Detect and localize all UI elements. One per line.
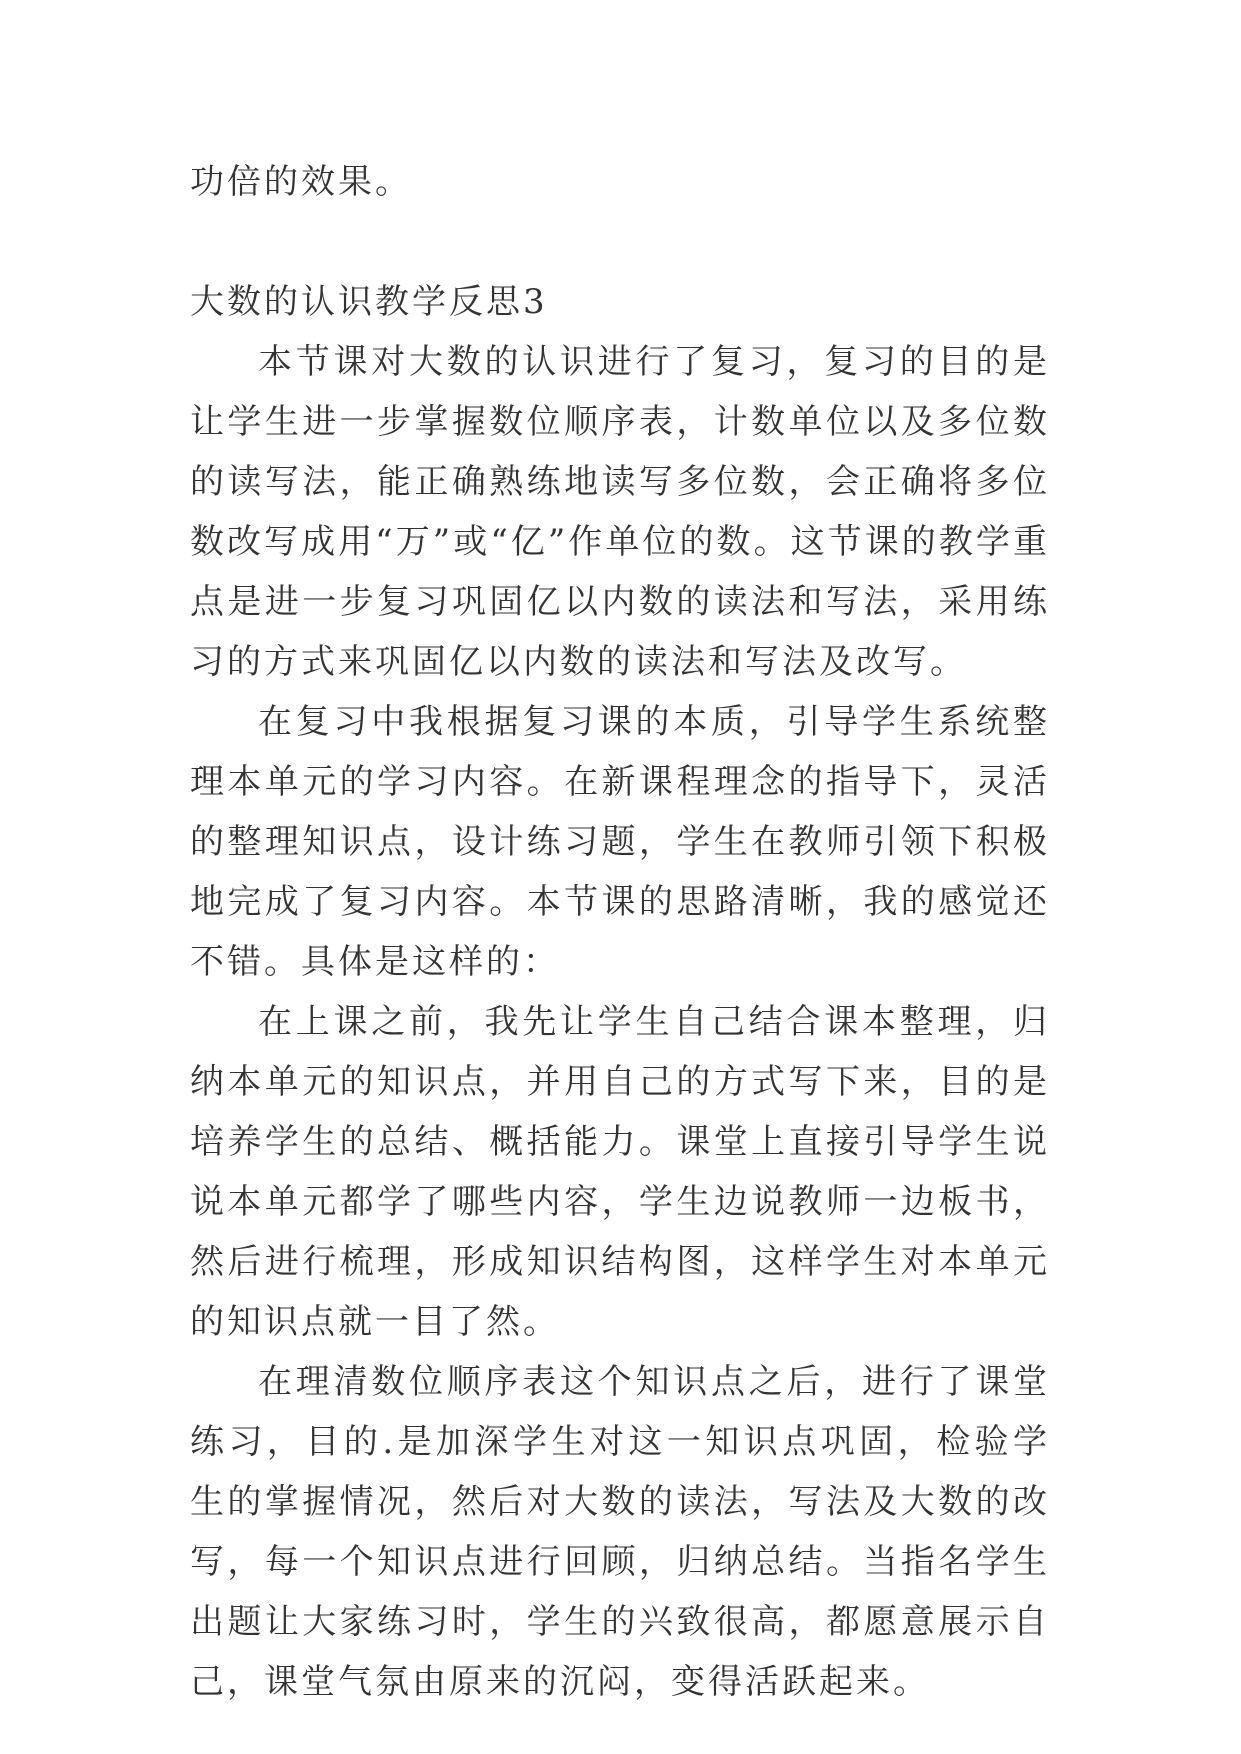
section-heading: 大数的认识教学反思3 [190,282,548,322]
paragraph-2: 在复习中我根据复习课的本质，引导学生系统整理本单元的学习内容。在新课程理念的指导下，灵活的整理知识点，设计练习题，学生在教师引领下积极地完成了复习内容。本节课的思路清晰，我的感觉还不错。具体是这样的： [190,702,1050,982]
paragraph-4: 在理清数位顺序表这个知识点之后，进行了课堂练习，目的.是加深学生对这一知识点巩固，检验学生的掌握情况，然后对大数的读法，写法及大数的改写，每一个知识点进行回顾，归纳总结。当指名学生出题让大家练习时，学生的兴致很高，都愿意展示自己，课堂气氛由原来的沉闷，变得活跃起来。 [190,1362,1050,1702]
document-body [190,152,1050,1712]
paragraph-1: 本节课对大数的认识进行了复习，复习的目的是让学生进一步掌握数位顺序表，计数单位以及多位数的读写法，能正确熟练地读写多位数，会正确将多位数改写成用“万”或“亿”作单位的数。这节课的教学重点是进一步复习巩固亿以内数的读法和写法，采用练习的方式来巩固亿以内数的读法和写法及改写。 [190,342,1050,682]
lead-fragment: 功倍的效果。 [190,162,412,202]
paragraph-3: 在上课之前，我先让学生自己结合课本整理，归纳本单元的知识点，并用自己的方式写下来，目的是培养学生的总结、概括能力。课堂上直接引导学生说说本单元都学了哪些内容，学生边说教师一边板书，然后进行梳理，形成知识结构图，这样学生对本单元的知识点就一目了然。 [190,1002,1050,1342]
